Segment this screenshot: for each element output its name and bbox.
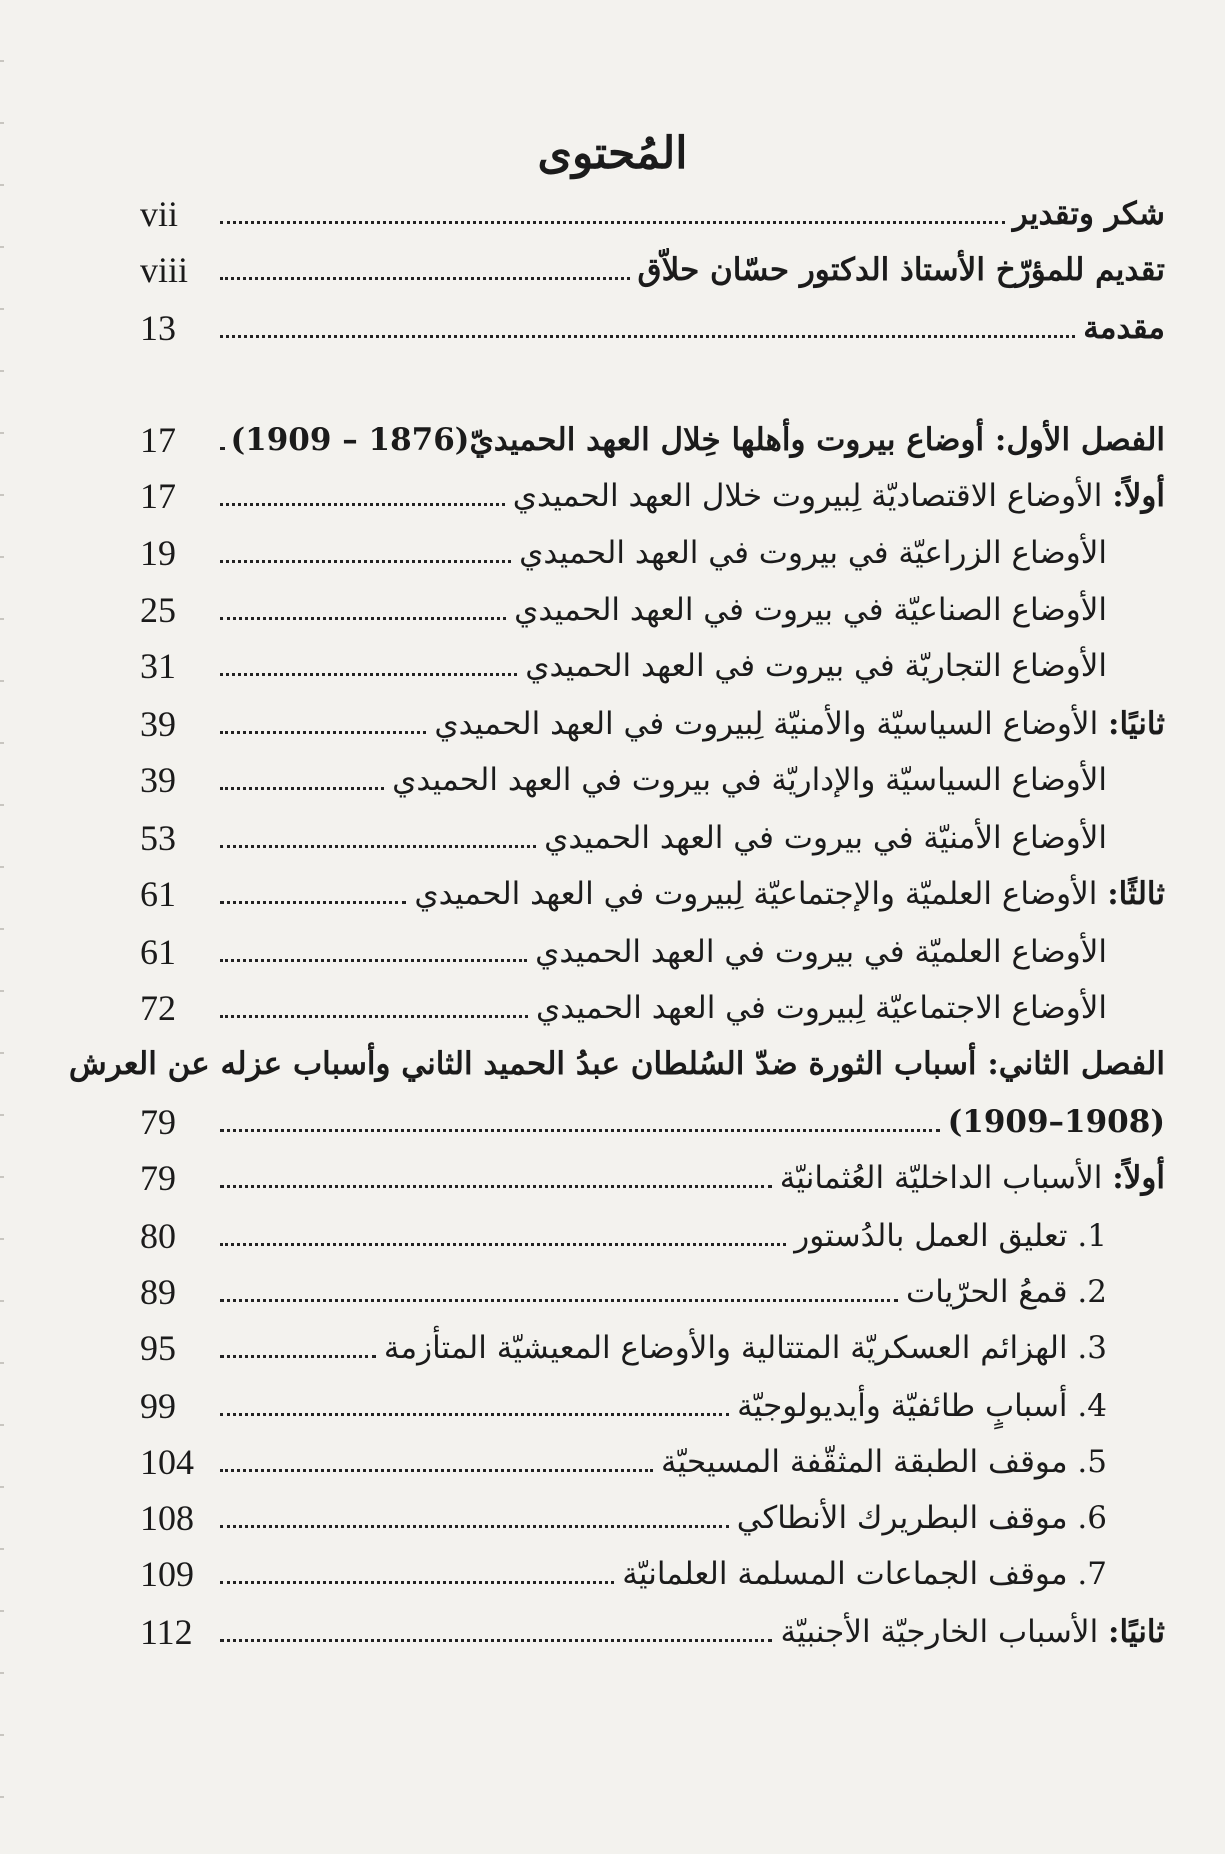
toc-entry-numbered[interactable] bbox=[140, 1378, 1165, 1434]
toc-entry-chapter-1[interactable] bbox=[140, 412, 1165, 468]
toc-entry-label bbox=[780, 1160, 1165, 1196]
toc-entry-label: 6. موقف البطريرك الأنطاكي bbox=[736, 1500, 1107, 1536]
toc-entry-page: 79 bbox=[140, 1102, 176, 1142]
leader-dots bbox=[220, 1129, 940, 1132]
toc-entry-numbered[interactable] bbox=[140, 1264, 1165, 1320]
toc-entry-page: vii bbox=[140, 194, 179, 234]
toc-entry-subsection[interactable] bbox=[140, 582, 1165, 638]
toc-entry-label: مقدمة bbox=[1083, 310, 1165, 346]
leader-dots bbox=[220, 1413, 729, 1416]
leader-dots bbox=[220, 1525, 729, 1528]
toc-entry-page: 39 bbox=[140, 760, 176, 800]
toc-entry-subsection[interactable] bbox=[140, 525, 1165, 581]
toc-entry-subsection[interactable] bbox=[140, 924, 1165, 980]
toc-entry-numbered[interactable] bbox=[140, 1434, 1165, 1490]
toc-entry-label: 2. قمعُ الحرّيات bbox=[906, 1274, 1107, 1310]
toc-entry-label bbox=[513, 478, 1165, 514]
toc-entry-page: 89 bbox=[140, 1272, 176, 1312]
toc-entry-label bbox=[414, 876, 1165, 912]
toc-entry-label bbox=[780, 1614, 1165, 1650]
toc-entry-subsection[interactable] bbox=[140, 638, 1165, 694]
leader-dots bbox=[220, 731, 426, 734]
toc-entry-page: 53 bbox=[140, 818, 176, 858]
toc-entry-subsection[interactable] bbox=[140, 810, 1165, 866]
toc-entry-page: 109 bbox=[140, 1554, 194, 1594]
leader-dots bbox=[220, 503, 505, 506]
page-title: المُحتوى bbox=[537, 128, 688, 179]
toc-entry-page: viii bbox=[140, 250, 189, 290]
toc-entry-label: تقديم للمؤرّخ الأستاذ الدكتور حسّان حلاّق bbox=[637, 252, 1165, 288]
toc-entry-label: الأوضاع الصناعيّة في بيروت في العهد الحميدي bbox=[514, 592, 1107, 628]
toc-entry-page: 79 bbox=[140, 1158, 176, 1198]
leader-dots bbox=[220, 617, 506, 620]
toc-entry-page: 19 bbox=[140, 533, 176, 573]
toc-entry-numbered[interactable] bbox=[140, 1320, 1165, 1376]
toc-entry-acknowledgements[interactable] bbox=[140, 186, 1165, 242]
section-prefix: أولاً: bbox=[1112, 478, 1165, 514]
leader-dots bbox=[220, 845, 536, 848]
leader-dots bbox=[220, 1243, 786, 1246]
toc-entry-section[interactable] bbox=[140, 1150, 1165, 1206]
toc-entry-page: 72 bbox=[140, 988, 176, 1028]
toc-entry-page: 61 bbox=[140, 874, 176, 914]
section-title: الأسباب الخارجيّة الأجنبيّة bbox=[780, 1614, 1109, 1650]
toc-entry-page: 17 bbox=[140, 476, 176, 516]
section-prefix: أولاً: bbox=[1112, 1160, 1165, 1196]
section-prefix: ثانيًا: bbox=[1108, 706, 1165, 742]
leader-dots bbox=[220, 901, 406, 904]
toc-entry-label: شكر وتقدير bbox=[1012, 196, 1165, 232]
leader-dots bbox=[220, 221, 1005, 224]
section-prefix: ثالثًا: bbox=[1107, 876, 1165, 912]
toc-entry-page: 108 bbox=[140, 1498, 194, 1538]
toc-entry-label: 1. تعليق العمل بالدُستور bbox=[794, 1218, 1107, 1254]
leader-dots bbox=[220, 277, 630, 280]
toc-entry-section[interactable] bbox=[140, 1604, 1165, 1660]
leader-dots bbox=[220, 1639, 772, 1642]
toc-entry-numbered[interactable] bbox=[140, 1546, 1165, 1602]
toc-entry-page: 80 bbox=[140, 1216, 176, 1256]
toc-entry-page: 13 bbox=[140, 308, 176, 348]
toc-entry-section[interactable] bbox=[140, 468, 1165, 524]
leader-dots bbox=[220, 1355, 376, 1358]
toc-entry-label: 7. موقف الجماعات المسلمة العلمانيّة bbox=[622, 1556, 1107, 1592]
toc-entry-page: 61 bbox=[140, 932, 176, 972]
leader-dots bbox=[220, 1581, 614, 1584]
toc-entry-page: 31 bbox=[140, 646, 176, 686]
toc-entry-page: 39 bbox=[140, 704, 176, 744]
toc-entry-chapter-2-years[interactable] bbox=[140, 1094, 1165, 1150]
leader-dots bbox=[220, 1469, 653, 1472]
toc-entry-page: 25 bbox=[140, 590, 176, 630]
toc-entry-label bbox=[434, 706, 1165, 742]
toc-entry-label: الأوضاع العلميّة في بيروت في العهد الحميدي bbox=[535, 934, 1107, 970]
toc-entry-numbered[interactable] bbox=[140, 1208, 1165, 1264]
toc-entry-numbered[interactable] bbox=[140, 1490, 1165, 1546]
section-prefix: ثانيًا: bbox=[1108, 1614, 1165, 1650]
toc-entry-foreword[interactable] bbox=[140, 242, 1165, 298]
section-title: الأوضاع العلميّة والإجتماعيّة لِبيروت في العهد الحميدي bbox=[414, 876, 1108, 912]
leader-dots bbox=[220, 447, 222, 450]
leader-dots bbox=[220, 673, 517, 676]
toc-entry-chapter-2-title[interactable]: الفصل الثاني: أسباب الثورة ضدّ السُلطان عبدُ الحميد الثاني وأسباب عزله عن العرش bbox=[68, 1046, 1165, 1082]
toc-entry-label: الأوضاع التجاريّة في بيروت في العهد الحميدي bbox=[525, 648, 1107, 684]
toc-entry-label: الأوضاع الزراعيّة في بيروت في العهد الحميدي bbox=[519, 535, 1107, 571]
toc-entry-section[interactable] bbox=[140, 696, 1165, 752]
toc-entry-label: 4. أسبابٍ طائفيّة وأيديولوجيّة bbox=[737, 1388, 1107, 1424]
toc-entry-label: الأوضاع السياسيّة والإداريّة في بيروت في العهد الحميدي bbox=[392, 762, 1107, 798]
section-title: الأسباب الداخليّة العُثمانيّة bbox=[779, 1160, 1113, 1196]
section-title: الأوضاع السياسيّة والأمنيّة لِبيروت في العهد الحميدي bbox=[434, 706, 1109, 742]
toc-entry-label: الأوضاع الاجتماعيّة لِبيروت في العهد الحميدي bbox=[536, 990, 1107, 1026]
leader-dots bbox=[220, 560, 511, 563]
toc-entry-page: 17 bbox=[140, 420, 176, 460]
leader-dots bbox=[220, 1015, 528, 1018]
toc-entry-subsection[interactable] bbox=[140, 980, 1165, 1036]
toc-entry-label: (1908–1909) bbox=[947, 1104, 1165, 1140]
section-title: الأوضاع الاقتصاديّة لِبيروت خلال العهد الحميدي bbox=[512, 478, 1113, 514]
toc-entry-page: 112 bbox=[140, 1612, 193, 1652]
leader-dots bbox=[220, 959, 527, 962]
toc-entry-page: 95 bbox=[140, 1328, 176, 1368]
toc-entry-label: 3. الهزائم العسكريّة المتتالية والأوضاع المعيشيّة المتأزمة bbox=[383, 1330, 1107, 1366]
toc-entry-page: 104 bbox=[140, 1442, 194, 1482]
toc-entry-introduction[interactable] bbox=[140, 300, 1165, 356]
leader-dots bbox=[220, 787, 384, 790]
leader-dots bbox=[220, 1185, 772, 1188]
toc-entry-label: الفصل الأول: أوضاع بيروت وأهلها خِلال العهد الحميديّ(1876 – 1909) bbox=[230, 422, 1165, 458]
page-edge bbox=[0, 0, 4, 1854]
toc-entry-subsection[interactable] bbox=[140, 752, 1165, 808]
toc-entry-section[interactable] bbox=[140, 866, 1165, 922]
toc-entry-label: 5. موقف الطبقة المثقّفة المسيحيّة bbox=[661, 1444, 1107, 1480]
leader-dots bbox=[220, 1299, 898, 1302]
toc-entry-page: 99 bbox=[140, 1386, 176, 1426]
toc-entry-label: الأوضاع الأمنيّة في بيروت في العهد الحميدي bbox=[544, 820, 1107, 856]
leader-dots bbox=[220, 335, 1075, 338]
